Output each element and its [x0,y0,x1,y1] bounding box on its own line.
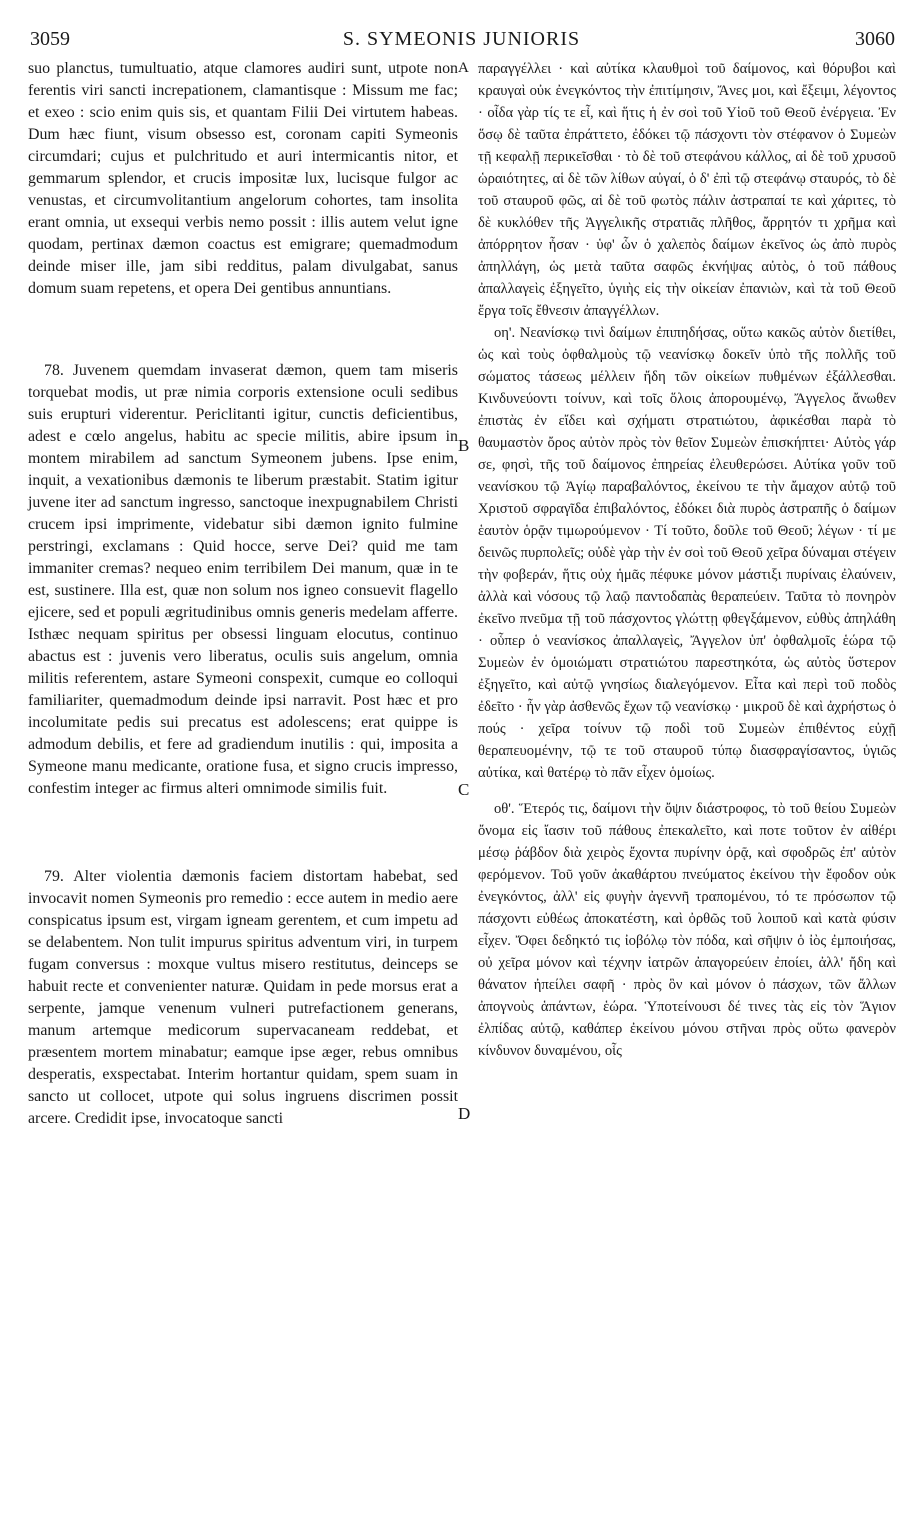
margin-marker-d: D [458,1104,471,1123]
latin-paragraph-79: 79. Alter violentia dæmonis faciem distortam habebat, sed invocavit nomen Symeonis pro remedio : ecce autem in medio aere conspicatus ipsum est, virgam igneam gerentem, et cum impetu ad se delabentem. Non tulit impurus spiritus adventum viri, in turpem fugam conversus : moxque vultus misero restitutus, deinceps se habuit recte et convenienter naturæ. Quidam in pede morsus erat a serpente, jamque venenum vulneri putrefactionem generans, manum artemque medicorum supervacaneam reddebat, et præsentem mortem minabatur; eamque ipse æger, rebus omnibus desperatis, exspectabat. Interim hortantur quidam, spem suam in sancto ut collocet, utpote qui solus ingruens discrimen possit arcere. Credidit ipse, invocatoque sancti [28,868,458,1127]
greek-paragraph-1: παραγγέλλει · καὶ αὐτίκα κλαυθμοὶ τοῦ δαίμονος, καὶ θόρυβοι καὶ κραυγαὶ οὐκ ἐνεγκόντος τὴν ἐπιτίμησιν, Ἄνες μοι, καὶ ἔξειμι, λέγοντος · οἶδα γὰρ τίς τε εἶ, καὶ ἥτις ἡ ἐν σοὶ τοῦ Υἱοῦ τοῦ Θεοῦ ἐνέργεια. Ἐν ὅσῳ δὲ ταῦτα ἐπράττετο, ἐδόκει τῷ πάσχοντι τὸν στέφανον ὁ Συμεὼν τῇ κεφαλῇ περικεῖσθαι · τὸ δὲ τοῦ στεφάνου κάλλος, αἱ δὲ τοῦ χρυσοῦ ὡραιότητες, αἱ δὲ τῶν λίθων αὐγαί, ὁ δ' ἐπὶ τῷ στεφάνῳ σταυρός, τὸ δὲ τοῦ σταυροῦ φῶς, αἱ δὲ τοῦ φωτὸς πάλιν ἀστραπαί τε καὶ χάριτες, τὸ δὲ κυκλόθεν τῆς Ἀγγελικῆς στρατιᾶς πλῆθος, ἄρρητόν τι χρῆμα καὶ ἀπόρρητον ἦσαν · ὑφ' ὧν ὁ χαλεπὸς δαίμων ἐκεῖνος ὡς ἀπὸ πυρὸς ἀπηλλάγη, ὡς μετὰ ταῦτα σαφῶς ἐκνήψας αὐτὸς, ὁ τοῦ πάθους ἀπαλλαγεὶς ἐξηγεῖτο, ὑγιὴς εἰς τὴν οἰκείαν ἐπανιὼν, καὶ τὰ τοῦ Θεοῦ ἔργα τοῖς ἔθνεσιν ἀπαγγέλλων. [478,61,896,319]
margin-marker-c: C [458,780,470,799]
right-page-number: 3060 [855,28,895,50]
latin-paragraph-1: suo planctus, tumultuatio, atque clamores audiri sunt, utpote non ferentis viri sancti increpationem, clamantisque : Missum me fac; et exeo : scio enim quis sis, et quantam Filii Dei virtutem habeas. Dum hæc fiunt, visum obsesso est, coronam capiti Symeonis circumdari; cujus et pulchritudo et auri intermicantis nitor, et gemmarum splendor, et crucis impositæ lux, lucisque fulgor ac venustas, et circumvolitantium angelorum cohortes, tam insolita erant omnia, ut exsequi verbis nemo possit : illis autem velut igne quodam, pertinax dæmon coactus est emigrare; quemadmodum deinde miser ille, jam sibi redditus, palam divulgabat, sanus domum suam repetens, et opera Dei gentibus annuntians. [28,60,458,297]
running-title: S. SYMEONIS JUNIORIS [342,28,581,50]
greek-paragraph-78: οη'. Νεανίσκῳ τινὶ δαίμων ἐπιπηδήσας, οὕτω κακῶς αὐτὸν διετίθει, ὡς καὶ τοὺς ὀφθαλμοὺς τῷ νεανίσκῳ δοκεῖν ὑπὸ τῆς πολλῆς τοῦ σώματος τάσεως μέλλειν ἤδη τῶν οἰκείων πυθμένων ἐξάλλεσθαι. Κινδυνεύοντι τοίνυν, καὶ τοῖς ὅλοις ἀπορουμένῳ, Ἄγγελος ἄνωθεν ἐπιστὰς ἐν εἴδει καὶ σχήματι στρατιώτου, ἀφικέσθαι παρὰ τὸ θαυμαστὸν ὄρος αὐτὸν πρὸς τὸν θεῖον Συμεὼν ἐπισκήπτει· Αὐτὸς γάρ σε, φησὶ, τῆς τοῦ δαίμονος ἐπηρείας ἐλευθερώσει. Αὐτίκα γοῦν τοῦ νεανίσκου τῷ Ἁγίῳ παραβαλόντος, ἐκείνου τε τὴν ἄμαχον αὐτῷ τοῦ Χριστοῦ σφραγῖδα ἐπιβαλόντος, ἐδόκει διὰ πυρὸς ἀστραπῆς ὁ δαίμων ἑαυτὸν ὁρᾷν τιμωρούμενον · Τί τοῦτο, δοῦλε τοῦ Θεοῦ; λέγων · τί με δεινῶς πυρπολεῖς; οὐδὲ γὰρ τὴν ἐν σοὶ τοῦ Θεοῦ χεῖρα δύναμαι στέγειν τὴν φοβεράν, ἥτις οὐχ ἡμᾶς πέφυκε μόνον μάστιξι πυρίναις ἐλαύνειν, ἀλλὰ καὶ νόσους τῷ λαῷ παντοδαπὰς θεραπεύειν. Ταῦτα τὸ πονηρὸν ἐκεῖνο πνεῦμα τῇ τοῦ πάσχοντος γλώττῃ φθεγξάμενον, εὐθὺς ἀπηλάθη · οὗπερ ὁ νεανίσκος ἀπαλλαγεὶς, Ἄγγελον ὑπ' ὀφθαλμοῖς ἑώρα τῷ Συμεὼν ἐν ὁμοιώματι στρατιώτου παρεστηκότα, ὡς αὐτὸς ὕστερον ἐξηγεῖτο, καὶ αὐτῷ γνησίως διαλεγόμενον. Εἶτα καὶ περὶ τοῦ ποδὸς ἐδεῖτο · ἦν γὰρ ἀσθενῶς ἔχων τῷ νεανίσκῳ · μικροῦ δὲ καὶ ἀχρήστως ὁ πούς · χεῖρα τοίνυν τῷ ποδὶ τοῦ Συμεὼν ἐπιθέντος εὐχῇ θεραπευομένην, τῷ τε τοῦ σταυροῦ τύπῳ διασφραγίσαντος, ὑγιῶς αὐτίκα, καὶ θατέρῳ τὸ πᾶν εἶχεν ὁμοίως. [478,325,896,781]
page-header [0,8,923,48]
latin-column [28,58,458,1536]
paragraph-gap [28,800,458,866]
left-page-number: 3059 [30,28,70,50]
latin-paragraph-78: 78. Juvenem quemdam invaserat dæmon, quem tam miseris torquebat modis, ut præ nimia corporis extensione oculi sedibus suis erupturi viderentur. Periclitanti igitur, cunctis deficientibus, adest e cœlo angelus, habitu ac specie militis, abire ipsum in montem mirabilem ad sanctum Symeonem jubens. Ipse enim, inquit, a vexationibus dæmonis te liberum præstabit. Statim igitur juvene iter ad sanctum ingresso, sanctoque inexpugnabilem Christi crucem ipsi imprimente, videbatur sibi dæmon ignito fulmine perstringi, exclamans : Quid hocce, serve Dei? quid me tam immaniter cremas? nequeo enim terribilem Dei manum, quæ in te est, sustinere. Illa est, quæ non solum nos igneo consuevit flagello ejicere, sed et populi ægritudinibus omnis generis medelam afferre. Isthæc nequam spiritus per obsessi linguam elocutus, continuo abactus est : juvenis vero liberatus, oculis suis angelum, omnia militis referentem, astare Symeoni conspexit, cumque eo colloqui familiariter, quemadmodum deinde ipsi narravit. Post hæc et pro incolumitate pedis sui precatus est adolescens; erat quippe is admodum debilis, et fere ad gradiendum inutilis : qui, imposita a Symeone manu medicante, oratione fusa, et signo crucis impresso, confestim integer ac firmus alteri omnimode similis fuit. [28,362,458,797]
greek-paragraph-79: οθ'. Ἕτερός τις, δαίμονι τὴν ὄψιν διάστροφος, τὸ τοῦ θείου Συμεὼν ὄνομα εἰς ἴασιν τοῦ πάθους ἐπεκαλεῖτο, καὶ ποτε τοῦτον ἐν αἰθέρι μέσῳ ῥάβδον διὰ χειρὸς ἔχοντα πυρίνην ὁρᾷ, καὶ σφοδρῶς ἐπ' αὐτὸν φερόμενον. Τοῦ γοῦν ἀκαθάρτου πνεύματος ἐκείνου τὴν ἔφοδον οὐκ ἐνεγκόντος, ἀλλ' εἰς φυγὴν ἀγεννῆ τραπομένου, τό τε πρόσωπον τῷ πάσχοντι εὐθέως ἀποκατέστη, καὶ ὀρθῶς τοῦ λοιποῦ καὶ κατὰ φύσιν εἶχεν. Ὄφει δεδηκτό τις ἰοβόλῳ τὸν πόδα, καὶ σῆψιν ὁ ἰὸς ἐμποιήσας, οὐ χεῖρα μόνον καὶ τέχνην ἰατρῶν ἀπαγορεύειν ἐποίει, ἀλλ' ἤδη καὶ θάνατον ἠπείλει σαφῆ · πρὸς ὃν καὶ μόνον ὁ πάσχων, τῶν ἄλλων ἀπογνοὺς ἁπάντων, ἑώρα. Ὑποτείνουσι δέ τινες τὰς εἰς τὸν Ἅγιον ἐλπίδας αὐτῷ, καθάπερ ἐκείνου μόνου στῆναι πρὸς οὕτω φανερὸν κίνδυνον δυναμένου, οἷς [478,801,896,1059]
greek-column [478,58,896,1536]
paragraph-gap [478,784,896,798]
margin-marker-a: A [458,60,469,76]
paragraph-gap [28,300,458,360]
margin-marker-b: B [458,436,470,455]
